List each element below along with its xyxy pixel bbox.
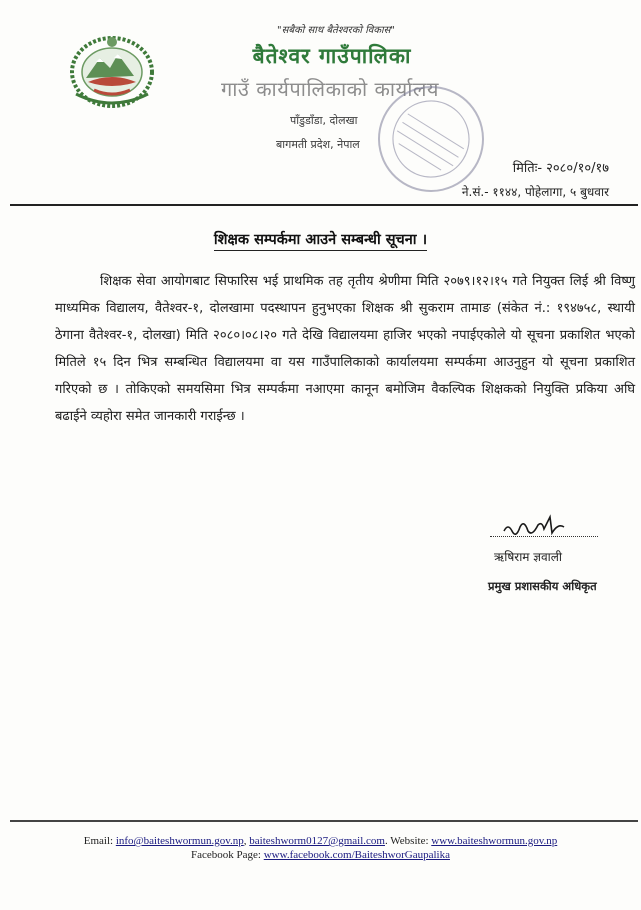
- header-divider: [10, 204, 638, 206]
- footer: [0, 834, 641, 862]
- notice-body: [55, 268, 635, 430]
- nepal-emblem-icon: [66, 28, 158, 110]
- email-link-2[interactable]: baiteshworm0127@gmail.com: [249, 835, 385, 847]
- footer-facebook-line: [0, 848, 641, 862]
- office-stamp-icon: [372, 80, 490, 198]
- website-label: Website:: [390, 835, 429, 847]
- website-link[interactable]: www.baiteshwormun.gov.np: [431, 835, 558, 847]
- subject-text: शिक्षक सम्पर्कमा आउने सम्बन्धी सूचना ।: [214, 232, 427, 251]
- footer-divider: [10, 820, 638, 822]
- office-title: गाउँ कार्यपालिकाको कार्यालय: [220, 77, 440, 101]
- facebook-label: Facebook Page:: [191, 849, 261, 861]
- slogan: "सबैको साथ बैतेश्वरको विकास": [277, 25, 395, 36]
- email-separator: ,: [243, 835, 247, 847]
- address-line-1: पाँडुडाँडा, दोलखा: [290, 114, 358, 127]
- address-line-2: बागमती प्रदेश, नेपाल: [276, 138, 360, 151]
- email-end: .: [384, 835, 388, 847]
- notice-body-text: शिक्षक सेवा आयोगबाट सिफारिस भई प्राथमिक तह तृतीय श्रेणीमा मिति २०७९।१२।१५ गते नियुक्त लिई श्री विष्णु माध्यमिक विद्यालय, वैतेश्वर-१, दोलखामा पदस्थापन हुनुभएका शिक्षक श्री सुकराम तामाङ (संकेत नं.: १९४७५८, स्थायी ठेगाना वैतेश्वर-१, दोलखा) मिति २०८०।०८।२० गते देखि विद्यालयमा हाजिर भएको नपाईएकोले यो सूचना प्रकाशित भएको मितिले १५ दिन भित्र सम्बन्धित विद्यालयमा वा यस गाउँपालिकाको कार्यालयमा सम्पर्कमा आउनुहुन यो सूचना प्रकाशित गरिएको छ । तोकिएको समयसिमा भित्र सम्पर्कमा नआएमा कानून बमोजिम वैकल्पिक शिक्षकको नियुक्ति प्रकिया अघि बढाईने व्यहोरा समेत जानकारी गराईन्छ ।: [55, 274, 635, 424]
- email-label: Email:: [83, 835, 114, 847]
- issue-date: मितिः- २०८०/१०/१७: [512, 161, 609, 176]
- signature-line: [490, 536, 598, 537]
- notice-subject: [0, 229, 641, 249]
- office-name: बैतेश्वर गाउँपालिका: [252, 44, 412, 68]
- signature-mark: [498, 509, 590, 543]
- facebook-link[interactable]: www.facebook.com/BaiteshworGaupalika: [263, 849, 450, 861]
- footer-contact-line: [0, 834, 641, 848]
- nepal-era-date: ने.सं.- ११४४, पोहेलागा, ५ बुधवार: [461, 185, 609, 199]
- signer-title: प्रमुख प्रशासकीय अधिकृत: [488, 579, 597, 593]
- signer-name: ऋषिराम ज्ञवाली: [494, 550, 563, 564]
- email-link-1[interactable]: info@baiteshwormun.gov.np: [115, 835, 244, 847]
